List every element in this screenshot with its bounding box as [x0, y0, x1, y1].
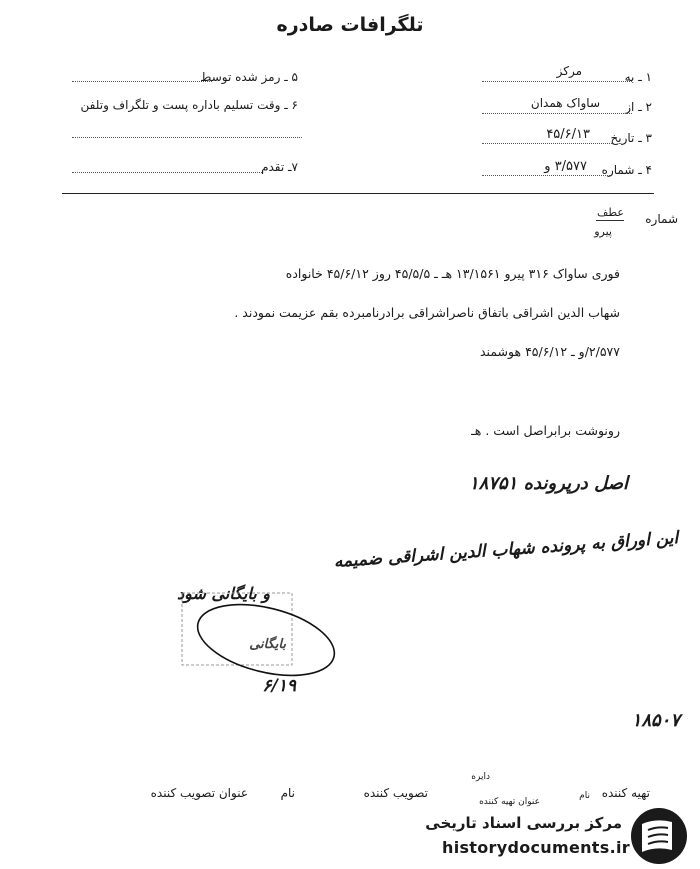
handwritten-file-note: اصل درپرونده ۱۸۷۵۱: [468, 473, 628, 494]
field-from-value: ساواک همدان: [530, 96, 600, 110]
field-date-line: [482, 142, 612, 144]
reference-line: [596, 220, 624, 221]
body-line-1: فوری ساواک ۳۱۶ پیرو ۱۳/۱۵۶۱ هـ ـ ۴۵/۵/۵ روز ۴۵/۶/۱۲ خانواده: [285, 266, 620, 281]
reference-label: شماره: [645, 212, 678, 226]
field-to-line: [482, 80, 632, 82]
footer-approver-title: عنوان تصویب کننده: [150, 786, 248, 800]
stamp-text: بایگانی: [249, 637, 286, 652]
watermark-url: historydocuments.ir: [442, 838, 630, 857]
field-number-value: ۳/۵۷۷ و: [544, 159, 587, 174]
field-delivery-label: ۶ ـ وقت تسلیم باداره پست و تلگراف وتلفن: [80, 98, 298, 112]
field-priority-label: ۷ـ تقدم: [261, 160, 298, 174]
body-line-2: شهاب الدین اشراقی باتفاق ناصراشراقی برادرنامبرده بقم عزیمت نمودند .: [234, 305, 620, 320]
field-date-label: ۳ ـ تاریخ: [610, 131, 652, 145]
footer-approver: تصویب کننده: [363, 786, 428, 800]
handwritten-archive-note-2: و بایگانی شود: [177, 584, 270, 603]
footer-dept-top: دایره: [471, 772, 490, 782]
document-title: تلگرافات صادره: [276, 14, 424, 36]
footer-dept-bottom: عنوان تهیه کننده: [479, 797, 540, 807]
field-date-value: ۴۵/۶/۱۳: [546, 127, 590, 142]
field-to-label: ۱ ـ به: [624, 70, 652, 84]
field-code-line: [72, 80, 212, 82]
footer-preparer: تهیه کننده: [601, 786, 650, 800]
field-from-line: [482, 112, 632, 114]
footer-name-1: نام: [579, 791, 590, 801]
field-to-value: مرکز: [556, 64, 582, 78]
handwritten-initial: ۶/۱۹: [262, 676, 296, 696]
field-number-label: ۴ ـ شماره: [601, 163, 652, 177]
watermark-org: مرکز بررسی اسناد تاریخی: [425, 814, 622, 832]
footer-name-2: نام: [280, 786, 295, 800]
copy-note: رونوشت برابراصل است . هـ: [471, 423, 620, 438]
handwritten-archive-note: این اوراق به پرونده شهاب الدین اشراقی ضمیمه: [333, 528, 679, 573]
field-code-label: ۵ ـ رمز شده توسط: [200, 70, 298, 84]
field-from-label: ۲ ـ از: [625, 100, 652, 114]
watermark-logo-icon: [628, 806, 690, 866]
body-line-3: ۲/۵۷۷/و ـ ۴۵/۶/۱۲ هوشمند: [480, 344, 620, 359]
handwritten-number: ۱۸۵۰۷: [631, 710, 680, 731]
field-delivery-line: [72, 136, 302, 138]
field-number-line: [482, 174, 612, 176]
reference-peyro: پیرو: [594, 225, 612, 238]
field-priority-line: [72, 171, 262, 173]
header-divider: [62, 193, 654, 194]
reference-atf: عطف: [597, 206, 624, 219]
